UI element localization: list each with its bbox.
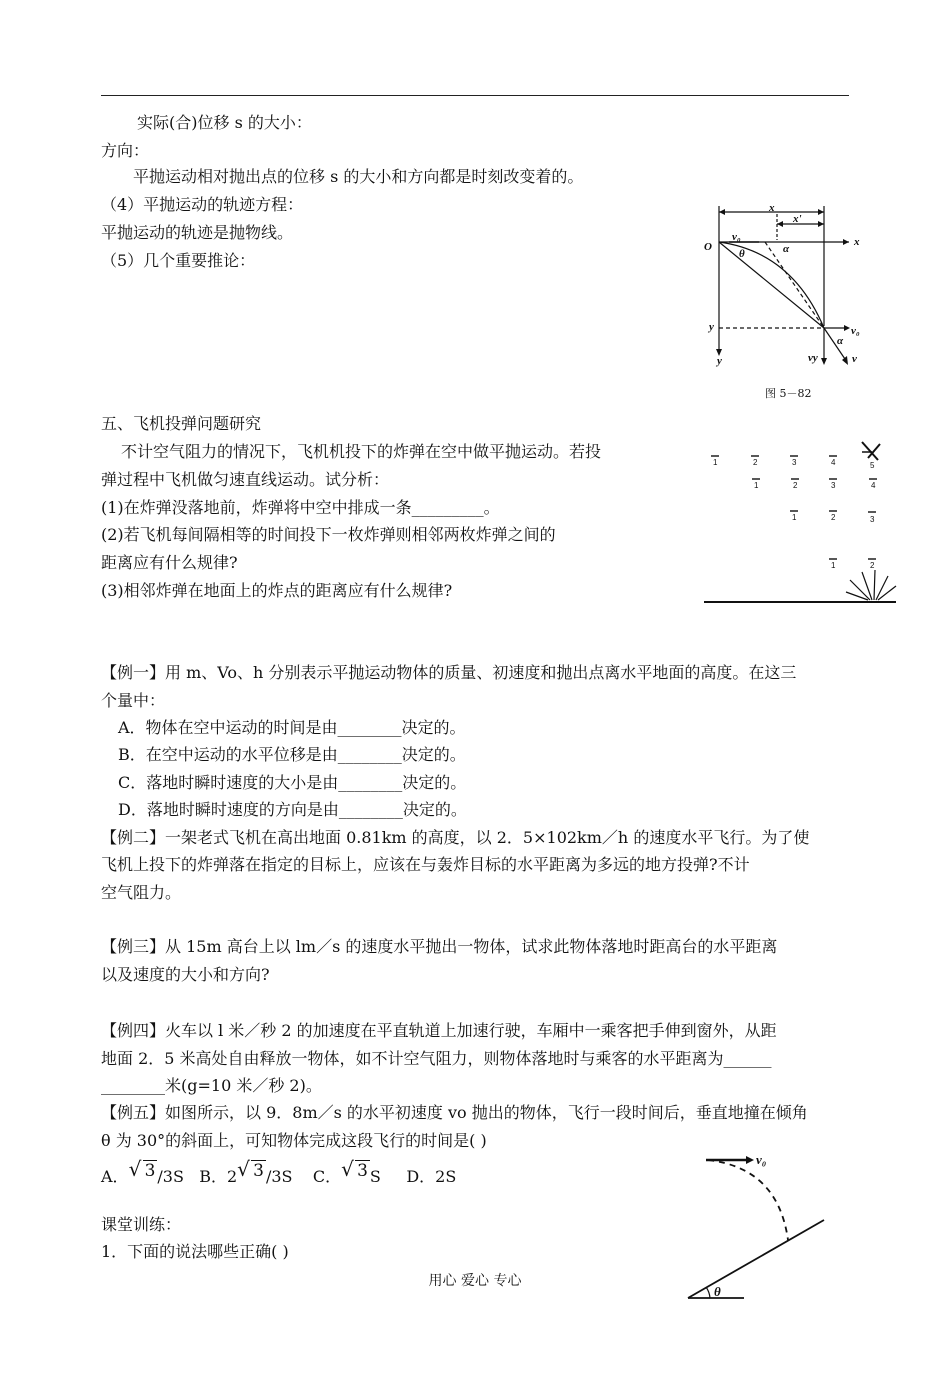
x-axis-label: x	[854, 236, 860, 248]
text-line: 方向：	[101, 141, 150, 160]
bomb-label-3: 3	[870, 515, 875, 524]
bomb-markers	[711, 456, 877, 559]
tangent-line	[765, 242, 824, 328]
text-line: 地面 2．5 米高处自由释放一物体，如不计空气阻力，则物体落地时与乘客的水平距离为______	[101, 1049, 772, 1068]
option-a: A． √ 3 /3S	[101, 1157, 184, 1186]
section-heading: 五、飞机投弹问题研究	[101, 414, 262, 433]
text-line: 距离应有什么规律?	[101, 553, 238, 572]
text-line: 以及速度的大小和方向?	[101, 965, 270, 984]
text-line: ________米(g=10 米／秒 2)。	[101, 1076, 322, 1095]
bomb-drop-diagram	[700, 430, 900, 610]
text-line: （4）平抛运动的轨迹方程：	[101, 195, 304, 214]
example-4: 【例四】火车以 l 米／秒 2 的加速度在平直轨道上加速行驶，车厢中一乘客把手伸到窗外，从距	[101, 1021, 777, 1040]
displacement-line	[719, 242, 824, 328]
header-rule	[101, 95, 849, 96]
bomb-label-1: 1	[792, 513, 797, 522]
bomb-label-2: 2	[831, 513, 836, 522]
bomb-label-2: 2	[870, 561, 875, 570]
bomb-label-3: 3	[792, 458, 797, 467]
bomb-label-4: 4	[831, 458, 836, 467]
v0-label: v₀	[732, 231, 741, 243]
bomb-label-1: 1	[831, 561, 836, 570]
y-axis-label: y	[717, 355, 722, 367]
bomb-label-4: 4	[871, 481, 876, 490]
text-line: (3)相邻炸弹在地面上的炸点的距离应有什么规律?	[101, 581, 453, 600]
example-5: 【例五】如图所示，以 9．8m／s 的水平初速度 vo 抛出的物体，飞行一段时间后，垂直地撞在倾角	[101, 1103, 808, 1122]
text-line: 个量中：	[101, 691, 166, 710]
vy-label: vy	[808, 352, 818, 364]
text-line: θ 为 30°的斜面上，可知物体完成这段飞行的时间是( )	[101, 1131, 487, 1150]
example-1: 【例一】用 m、Vo、h 分别表示平抛运动物体的质量、初速度和抛出点离水平地面的高度。在这三	[101, 663, 797, 682]
option-b: B．2 √ 3 /3S	[199, 1157, 293, 1186]
option-c: C． √ 3 S	[312, 1157, 381, 1186]
v0b-label: v₀	[851, 325, 860, 337]
option-line: C．落地时瞬时速度的大小是由________决定的。	[118, 773, 467, 792]
v-label: v	[852, 353, 857, 365]
explosion-burst	[846, 570, 896, 602]
bomb-label-1: 1	[754, 481, 759, 490]
text-line: （5）几个重要推论：	[101, 251, 256, 270]
option-line: D．落地时瞬时速度的方向是由________决定的。	[118, 800, 467, 819]
text-line: 不计空气阻力的情况下，飞机机投下的炸弹在空中做平抛运动。若投	[121, 442, 602, 461]
option-d: D．2S	[406, 1167, 457, 1186]
bomb-label-1: 1	[713, 458, 718, 467]
airplane-icon	[862, 442, 880, 460]
example-3: 【例三】从 15m 高台上以 lm／s 的速度水平抛出一物体，试求此物体落地时距高台的水平距离	[101, 937, 778, 956]
bomb-label-2: 2	[793, 481, 798, 490]
answer-options	[101, 1157, 457, 1188]
section-heading: 课堂训练：	[101, 1215, 182, 1234]
theta-label: θ	[739, 248, 745, 260]
origin-label: O	[704, 241, 712, 253]
text-line: 空气阻力。	[101, 883, 182, 902]
text-line: 飞机上投下的炸弹落在指定的目标上，应该在与轰炸目标的水平距离为多远的地方投弹?不计	[101, 855, 750, 874]
y-label: y	[709, 321, 714, 333]
trajectory-curve	[708, 1160, 788, 1240]
example-2: 【例二】一架老式飞机在高出地面 0.81km 的高度，以 2．5×102km／h 的速度水平飞行。为了使	[101, 828, 810, 847]
bomb-label-2: 2	[753, 458, 758, 467]
projectile-diagram	[697, 200, 872, 400]
x-label: x	[769, 202, 775, 214]
v0-label: v₀	[756, 1152, 767, 1167]
page-footer: 用心 爱心 专心	[428, 1273, 522, 1289]
text-line: 弹过程中飞机做匀速直线运动。试分析：	[101, 470, 390, 489]
v0-arrowhead	[746, 1156, 754, 1164]
text-line: 平抛运动的轨迹是抛物线。	[101, 223, 294, 242]
text-line: (1)在炸弹没落地前，炸弹将中空中排成一条_________。	[101, 498, 500, 517]
bomb-label-3: 3	[831, 481, 836, 490]
theta-label: θ	[714, 1284, 721, 1299]
text-line: (2)若飞机每间隔相等的时间投下一枚炸弹则相邻两枚炸弹之间的	[101, 525, 556, 544]
text-line: 1．下面的说法哪些正确( )	[101, 1242, 289, 1261]
x-prime-label: x'	[793, 213, 802, 225]
bomb-label-5: 5	[870, 461, 875, 470]
option-line: B．在空中运动的水平位移是由________决定的。	[118, 745, 466, 764]
alpha-label: α	[783, 243, 790, 255]
text-line: 实际(合)位移 s 的大小：	[137, 113, 312, 132]
figure-caption: 图 5－82	[765, 387, 812, 400]
text-line: 平抛运动相对抛出点的位移 s 的大小和方向都是时刻改变着的。	[133, 167, 584, 186]
option-line: A．物体在空中运动的时间是由________决定的。	[118, 718, 466, 737]
alpha2-label: α	[837, 335, 844, 347]
v-vector	[824, 328, 847, 362]
